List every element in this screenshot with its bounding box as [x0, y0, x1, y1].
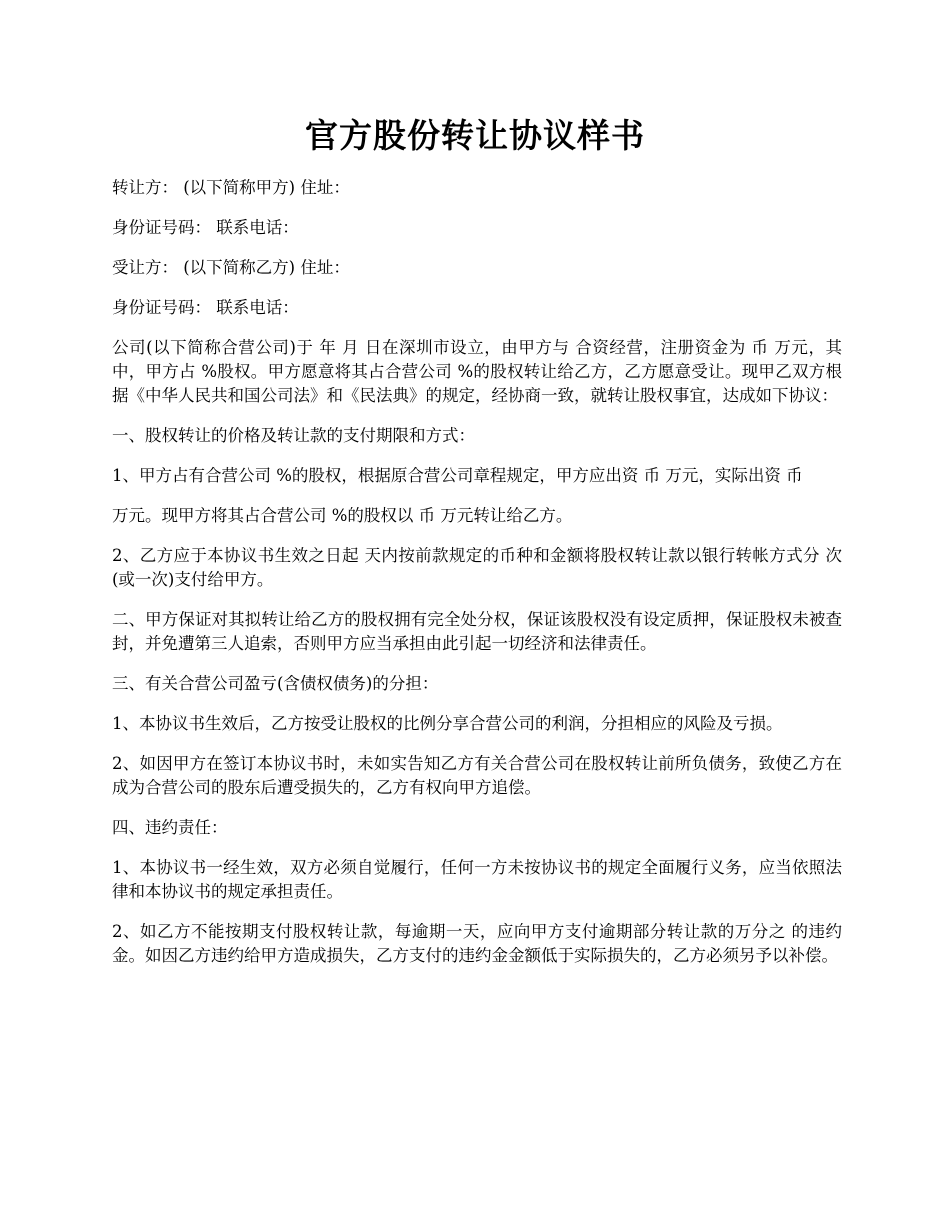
paragraph-preamble: 公司(以下简称合营公司)于 年 月 日在深圳市设立，由甲方与 合资经营，注册资金为 币 万元，其中，甲方占 %股权。甲方愿意将其占合营公司 %的股权转让给乙方，乙方愿意受让。现甲乙双方根据《中华人民共和国公司法》和《民法典》的规定，经协商一致，就转让股权事宜，达成如下协议： — [112, 338, 843, 405]
paragraph-transferor: 转让方： (以下简称甲方) 住址： — [112, 178, 350, 197]
document-body — [112, 176, 842, 984]
paragraph-transferor-id: 身份证号码： 联系电话： — [112, 218, 299, 237]
paragraph-clause-1-2: 2、乙方应于本协议书生效之日起 天内按前款规定的币种和金额将股权转让款以银行转帐方式分 次(或一次)支付给甲方。 — [112, 546, 842, 589]
paragraph-transferee-id: 身份证号码： 联系电话： — [112, 298, 299, 317]
paragraph-clause-1-1-cont: 万元。现甲方将其占合营公司 %的股权以 币 万元转让给乙方。 — [112, 506, 573, 525]
paragraph-transferee: 受让方： (以下简称乙方) 住址： — [112, 258, 350, 277]
paragraph-clause-1-1: 1、甲方占有合营公司 %的股权，根据原合营公司章程规定，甲方应出资 币 万元，实际出资 币 — [112, 466, 803, 485]
paragraph-clause-3-2: 2、如因甲方在签订本协议书时，未如实告知乙方有关合营公司在股权转让前所负债务，致使乙方在成为合营公司的股东后遭受损失的，乙方有权向甲方追偿。 — [112, 754, 842, 797]
paragraph-clause-4-2: 2、如乙方不能按期支付股权转让款，每逾期一天，应向甲方支付逾期部分转让款的万分之 的违约金。如因乙方违约给甲方造成损失，乙方支付的违约金金额低于实际损失的，乙方必须另予以补偿。 — [112, 922, 842, 965]
document-title: 官方股份转让协议样书 — [305, 116, 645, 155]
paragraph-clause-4-1: 1、本协议书一经生效，双方必须自觉履行，任何一方未按协议书的规定全面履行义务，应当依照法律和本协议书的规定承担责任。 — [112, 858, 842, 901]
paragraph-clause-3-1: 1、本协议书生效后，乙方按受让股权的比例分享合营公司的利润，分担相应的风险及亏损。 — [112, 714, 783, 733]
section-heading-warranty: 二、甲方保证对其拟转让给乙方的股权拥有完全处分权，保证该股权没有设定质押，保证股权未被查封，并免遭第三人追索，否则甲方应当承担由此引起一切经济和法律责任。 — [112, 610, 842, 653]
section-heading-price: 一、股权转让的价格及转让款的支付期限和方式： — [112, 426, 475, 445]
section-heading-profit-loss: 三、有关合营公司盈亏(含债权债务)的分担： — [112, 674, 439, 693]
section-heading-liability: 四、违约责任： — [112, 818, 228, 837]
